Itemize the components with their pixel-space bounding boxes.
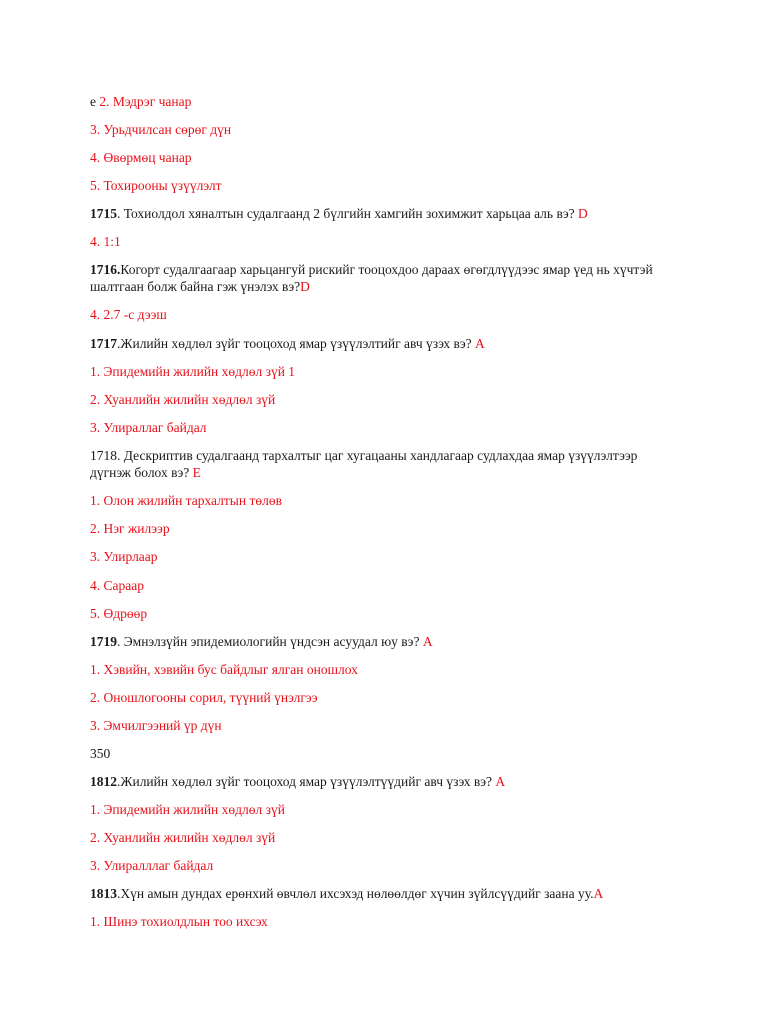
answer-key: A: [422, 634, 433, 649]
question-1717: [90, 335, 690, 352]
question-text: 1718. Дескриптив судалгаанд тархалтыг цаг хугацааны хандлагаар судлахдаа ямар үзүүлэлтээр дүгнэж болох вэ?: [90, 448, 638, 480]
answer-option: 2. Оношлогооны сорил, түүний үнэлгээ: [90, 690, 318, 705]
question-1719: [90, 633, 690, 650]
question-number: 1716.: [90, 262, 121, 277]
answer-option: 5. Тохирооны үзүүлэлт: [90, 178, 222, 193]
answer-key: A: [495, 774, 506, 789]
question-number: 1812: [90, 774, 117, 789]
question-1718: [90, 447, 680, 481]
answer-option: 4. Өвөрмөц чанар: [90, 150, 192, 165]
answer-key: A: [593, 886, 604, 901]
answer-option: 2. Хуанлийн жилийн хөдлөл зүй: [90, 830, 276, 845]
line-prefix: е: [90, 94, 100, 109]
question-text: Когорт судалгаагаар харьцангуй рискийг тооцохдоо дараах өгөгдлүүдээс ямар үед нь хүчтэй шалтгаан болж байна гэж үнэлэх вэ?: [90, 262, 653, 294]
answer-option: 3. Улираллаг байдал: [90, 420, 207, 435]
answer-option: 3. Урьдчилсан сөрөг дүн: [90, 122, 232, 137]
answer-key: D: [578, 206, 588, 221]
question-text: .Жилийн хөдлөл зүйг тооцоход ямар үзүүлэлтүүдийг авч үзэх вэ?: [117, 774, 496, 789]
question-number: 1717: [90, 336, 117, 351]
answer-option: 2. Мэдрэг чанар: [99, 94, 192, 109]
question-1813: [90, 885, 690, 902]
answer-option: 1. Эпидемийн жилийн хөдлөл зүй 1: [90, 364, 296, 379]
answer-option: 1. Шинэ тохиолдлын тоо ихсэх: [90, 914, 268, 929]
answer-option: 2. Нэг жилээр: [90, 521, 170, 536]
answer-option: 5. Өдрөөр: [90, 606, 148, 621]
answer-option: 3. Улирлаар: [90, 549, 158, 564]
answer-option: 1. Эпидемийн жилийн хөдлөл зүй: [90, 802, 285, 817]
question-number: 1719: [90, 634, 117, 649]
question-text: .Хүн амын дундах ерөнхий өвчлөл ихсэхэд нөлөөлдөг хүчин зүйлсүүдийг заана уу.: [117, 886, 594, 901]
question-number: 1715: [90, 206, 117, 221]
answer-option: 3. Эмчилгээний үр дүн: [90, 718, 222, 733]
question-1715: [90, 205, 690, 222]
answer-key: A: [475, 336, 485, 351]
answer-option: 1. Олон жилийн тархалтын төлөв: [90, 493, 282, 508]
answer-option: 3. Улиралллаг байдал: [90, 858, 214, 873]
answer-option: 1. Хэвийн, хэвийн бус байдлыг ялган оношлох: [90, 662, 358, 677]
answer-option: 4. 2.7 -с дээш: [90, 307, 167, 322]
answer-option: 4. 1:1: [90, 234, 121, 249]
question-number: 1813: [90, 886, 117, 901]
answer-key: E: [192, 465, 201, 480]
answer-option: 2. Хуанлийн жилийн хөдлөл зүй: [90, 392, 276, 407]
question-1716: [90, 261, 680, 295]
answer-line: [90, 93, 690, 110]
question-text: . Тохиолдол хяналтын судалгаанд 2 бүлгийн хамгийн зохимжит харьцаа аль вэ?: [117, 206, 578, 221]
question-text: .Жилийн хөдлөл зүйг тооцоход ямар үзүүлэлтийг авч үзэх вэ?: [117, 336, 476, 351]
page-number: 350: [90, 746, 111, 761]
answer-key: D: [300, 279, 310, 294]
question-text: . Эмнэлзүйн эпидемиологийн үндсэн асуудал юу вэ?: [117, 634, 423, 649]
question-1812: [90, 773, 690, 790]
answer-option: 4. Сараар: [90, 578, 144, 593]
